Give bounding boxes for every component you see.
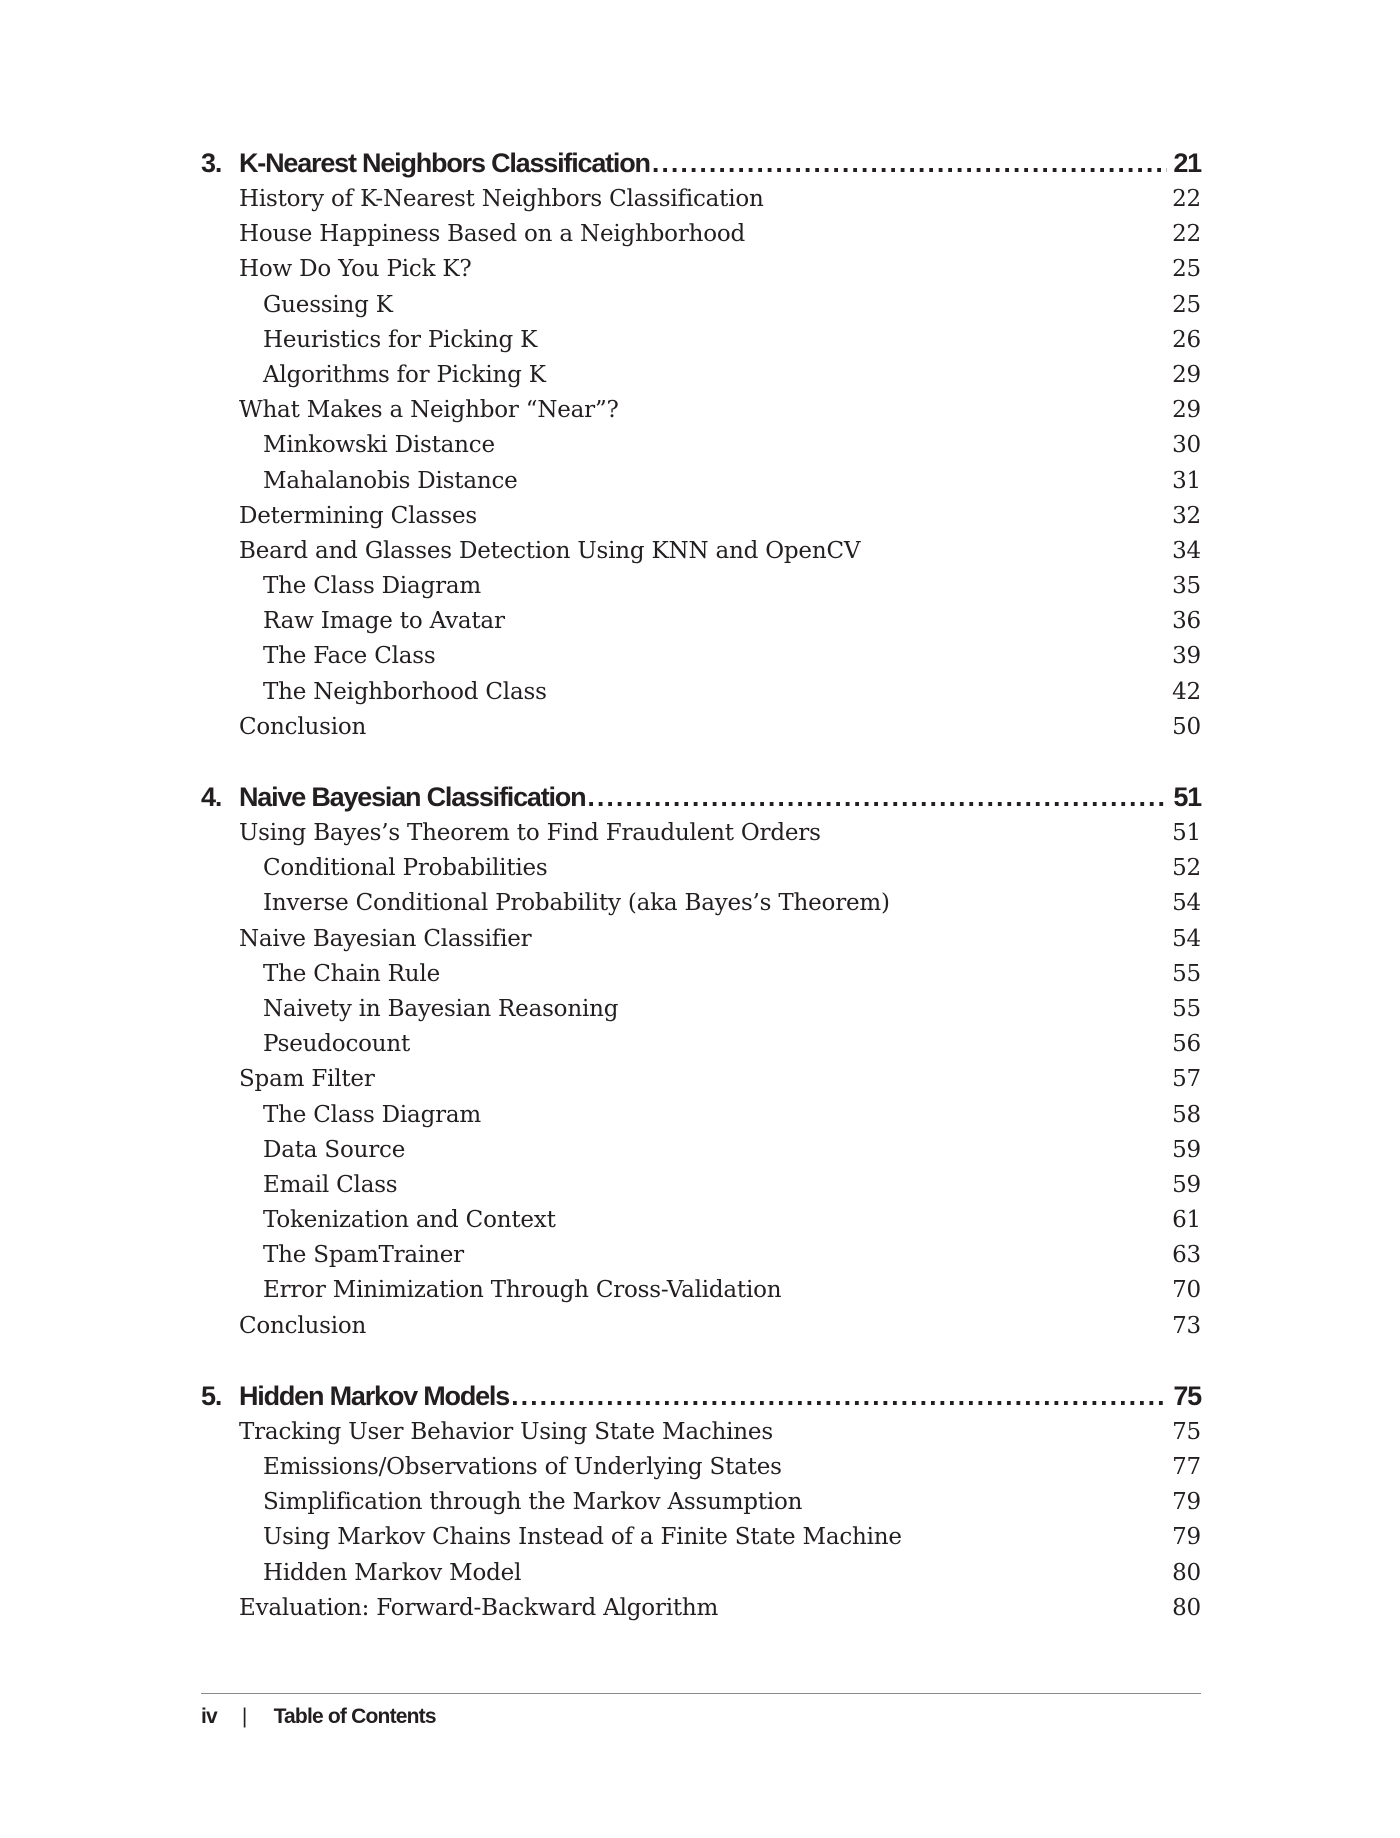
entry-page-number: 52 [1172, 855, 1201, 882]
toc-subsection-entry[interactable] [201, 432, 1201, 467]
entry-page-number: 59 [1172, 1136, 1201, 1163]
entry-page-number: 50 [1172, 713, 1201, 740]
entry-title: The Face Class [263, 643, 436, 670]
entry-title: Guessing K [263, 291, 393, 318]
entry-title: What Makes a Neighbor “Near”? [239, 397, 619, 424]
entry-page-number: 51 [1172, 820, 1201, 846]
entry-page-number: 29 [1172, 361, 1201, 388]
toc-subsection-entry[interactable] [201, 679, 1201, 714]
entry-title: Emissions/Observations of Underlying States [263, 1454, 782, 1480]
chapter-title: K-Nearest Neighbors Classification [239, 148, 650, 178]
entry-title: Naive Bayesian Classifier [239, 925, 532, 952]
entry-page-number: 55 [1172, 960, 1201, 987]
toc-section-entry[interactable] [201, 714, 1201, 749]
entry-page-number: 79 [1172, 1489, 1201, 1516]
entry-page-number: 57 [1172, 1066, 1201, 1093]
chapter-page-number: 51 [1173, 782, 1201, 812]
chapter-number: 4. [201, 782, 222, 812]
entry-title: Using Markov Chains Instead of a Finite State Machine [263, 1524, 902, 1551]
entry-title: Pseudocount [263, 1031, 411, 1058]
entry-title: The Class Diagram [263, 573, 482, 600]
entry-page-number: 22 [1172, 186, 1201, 212]
chapter-section [201, 148, 1201, 749]
entry-page-number: 56 [1172, 1031, 1201, 1058]
entry-page-number: 25 [1172, 256, 1201, 283]
entry-title: Conditional Probabilities [263, 855, 548, 882]
toc-section-entry[interactable] [201, 820, 1201, 855]
entry-page-number: 42 [1172, 678, 1201, 705]
entry-title: The SpamTrainer [263, 1242, 464, 1269]
toc-subsection-entry[interactable] [201, 573, 1201, 608]
entry-page-number: 61 [1172, 1207, 1201, 1234]
toc-section-entry[interactable] [201, 538, 1201, 573]
toc-section-entry[interactable] [201, 256, 1201, 291]
entry-title: Tokenization and Context [263, 1207, 556, 1234]
dot-leader [511, 1381, 1167, 1412]
toc-section-entry[interactable] [201, 503, 1201, 538]
toc-section-entry[interactable] [201, 926, 1201, 961]
entry-title: Determining Classes [239, 502, 477, 529]
toc-section-entry[interactable] [201, 1595, 1201, 1630]
entry-title: Email Class [263, 1171, 398, 1198]
entry-title: History of K-Nearest Neighbors Classification [239, 186, 764, 212]
entry-title: House Happiness Based on a Neighborhood [239, 221, 746, 248]
footer-page-number: iv [201, 1705, 217, 1728]
footer-label: Table of Contents [273, 1705, 436, 1728]
chapter-heading[interactable] [201, 148, 1201, 186]
entry-title: Algorithms for Picking K [263, 361, 546, 388]
dot-leader [587, 782, 1167, 813]
entry-title: Tracking User Behavior Using State Machines [239, 1418, 773, 1445]
entry-page-number: 63 [1172, 1242, 1201, 1269]
entry-page-number: 80 [1172, 1559, 1201, 1586]
entry-page-number: 75 [1172, 1418, 1201, 1445]
chapter-page-number: 21 [1173, 148, 1201, 178]
entry-title: Raw Image to Avatar [263, 608, 505, 635]
chapter-page-number: 75 [1173, 1380, 1201, 1411]
entry-page-number: 31 [1172, 467, 1201, 494]
entry-title: Error Minimization Through Cross-Validation [263, 1277, 782, 1304]
entry-page-number: 22 [1172, 221, 1201, 248]
toc-subsection-entry[interactable] [201, 1031, 1201, 1066]
entry-title: Heuristics for Picking K [263, 326, 538, 353]
entry-page-number: 59 [1172, 1171, 1201, 1198]
toc-section-entry[interactable] [201, 1419, 1201, 1454]
entry-title: Minkowski Distance [263, 432, 495, 459]
table-of-contents [201, 148, 1201, 1663]
toc-subsection-entry[interactable] [201, 1277, 1201, 1312]
toc-subsection-entry[interactable] [201, 855, 1201, 890]
chapter-section [201, 782, 1201, 1348]
toc-subsection-entry[interactable] [201, 362, 1201, 397]
entry-page-number: 39 [1172, 643, 1201, 670]
entry-page-number: 34 [1172, 537, 1201, 564]
toc-subsection-entry[interactable] [201, 643, 1201, 678]
chapter-heading[interactable] [201, 1381, 1201, 1419]
toc-subsection-entry[interactable] [201, 327, 1201, 362]
toc-subsection-entry[interactable] [201, 1524, 1201, 1559]
toc-subsection-entry[interactable] [201, 1172, 1201, 1207]
entry-title: Conclusion [239, 713, 367, 740]
entry-page-number: 30 [1172, 432, 1201, 459]
entry-title: Inverse Conditional Probability (aka Bayes’s Theorem) [263, 890, 890, 917]
entry-title: Mahalanobis Distance [263, 467, 518, 494]
toc-subsection-entry[interactable] [201, 1454, 1201, 1489]
chapter-number: 3. [201, 148, 222, 178]
toc-subsection-entry[interactable] [201, 608, 1201, 643]
entry-title: Beard and Glasses Detection Using KNN and OpenCV [239, 537, 861, 564]
footer-separator: | [241, 1705, 247, 1728]
entry-title: Using Bayes’s Theorem to Find Fraudulent Orders [239, 820, 821, 846]
entry-page-number: 55 [1172, 995, 1201, 1022]
page-footer [201, 1705, 436, 1729]
entry-title: How Do You Pick K? [239, 256, 472, 283]
toc-subsection-entry[interactable] [201, 1207, 1201, 1242]
entry-page-number: 32 [1172, 502, 1201, 529]
toc-section-entry[interactable] [201, 186, 1201, 221]
entry-page-number: 79 [1172, 1524, 1201, 1551]
entry-page-number: 29 [1172, 397, 1201, 424]
toc-section-entry[interactable] [201, 1313, 1201, 1348]
toc-subsection-entry[interactable] [201, 1242, 1201, 1277]
entry-page-number: 73 [1172, 1312, 1201, 1339]
entry-title: Hidden Markov Model [263, 1559, 522, 1586]
toc-subsection-entry[interactable] [201, 468, 1201, 503]
toc-subsection-entry[interactable] [201, 890, 1201, 925]
entry-title: The Class Diagram [263, 1101, 482, 1128]
entry-title: Conclusion [239, 1312, 367, 1339]
entry-page-number: 35 [1172, 573, 1201, 600]
entry-page-number: 54 [1172, 925, 1201, 952]
entry-page-number: 58 [1172, 1101, 1201, 1128]
toc-subsection-entry[interactable] [201, 1489, 1201, 1524]
chapter-number: 5. [201, 1380, 222, 1411]
entry-page-number: 70 [1172, 1277, 1201, 1304]
entry-title: Simplification through the Markov Assumption [263, 1489, 803, 1516]
toc-subsection-entry[interactable] [201, 1102, 1201, 1137]
dot-leader [652, 148, 1168, 179]
toc-subsection-entry[interactable] [201, 961, 1201, 996]
toc-section-entry[interactable] [201, 221, 1201, 256]
chapter-heading[interactable] [201, 782, 1201, 820]
entry-page-number: 80 [1172, 1594, 1201, 1621]
entry-title: The Chain Rule [263, 960, 440, 987]
toc-section-entry[interactable] [201, 397, 1201, 432]
entry-page-number: 25 [1172, 291, 1201, 318]
entry-title: Data Source [263, 1136, 406, 1163]
footer-rule [201, 1693, 1201, 1694]
chapter-section [201, 1381, 1201, 1630]
toc-subsection-entry[interactable] [201, 996, 1201, 1031]
toc-subsection-entry[interactable] [201, 1560, 1201, 1595]
entry-title: Spam Filter [239, 1066, 375, 1093]
entry-title: Naivety in Bayesian Reasoning [263, 995, 619, 1022]
entry-title: The Neighborhood Class [263, 678, 547, 705]
chapter-title: Hidden Markov Models [239, 1380, 510, 1411]
toc-subsection-entry[interactable] [201, 292, 1201, 327]
entry-page-number: 77 [1172, 1454, 1201, 1480]
entry-page-number: 36 [1172, 608, 1201, 635]
chapter-title: Naive Bayesian Classification [239, 782, 586, 812]
toc-section-entry[interactable] [201, 1066, 1201, 1101]
toc-subsection-entry[interactable] [201, 1137, 1201, 1172]
entry-page-number: 54 [1172, 890, 1201, 917]
entry-title: Evaluation: Forward-Backward Algorithm [239, 1594, 719, 1621]
entry-page-number: 26 [1172, 326, 1201, 353]
